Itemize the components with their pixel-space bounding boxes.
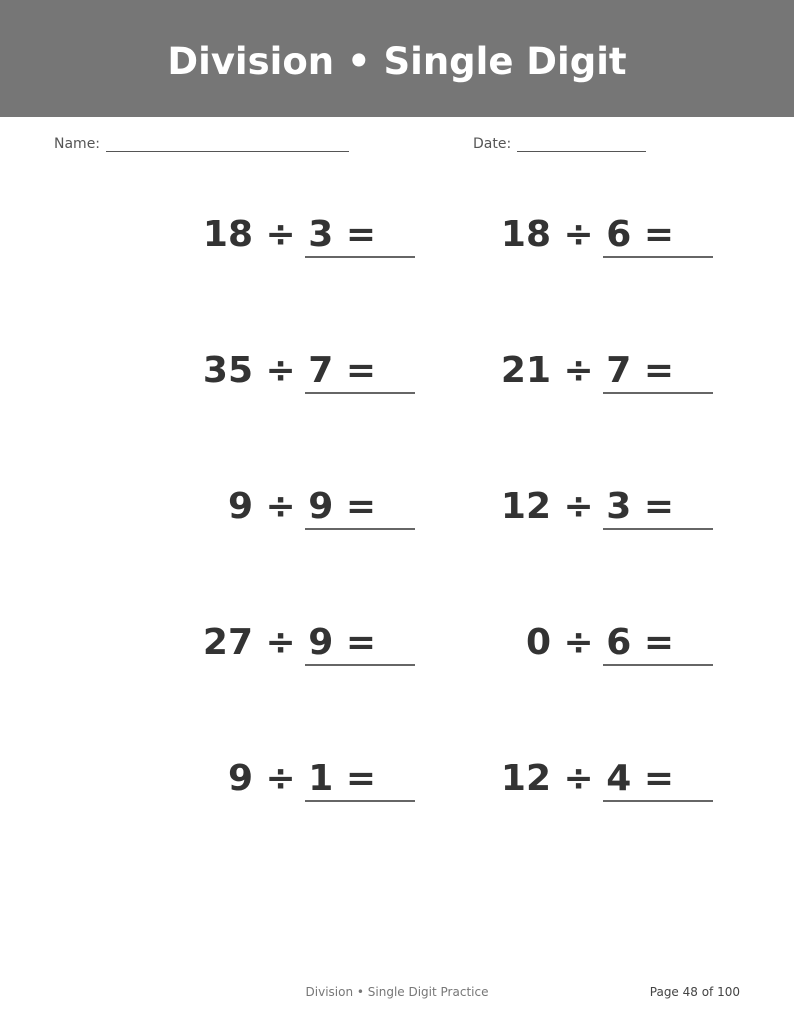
date-line bbox=[517, 151, 646, 152]
answer-line bbox=[603, 664, 713, 666]
problem-expression: 35 ÷ 7 = bbox=[202, 350, 376, 391]
problem-8 bbox=[460, 609, 760, 669]
problem-3 bbox=[162, 337, 462, 397]
problem-4 bbox=[460, 337, 760, 397]
problem-7 bbox=[162, 609, 462, 669]
problem-2 bbox=[460, 201, 760, 261]
name-label: Name: bbox=[54, 136, 101, 152]
answer-line bbox=[305, 664, 415, 666]
answer-line bbox=[603, 528, 713, 530]
footer-title: Division • Single Digit Practice bbox=[305, 985, 489, 999]
answer-line bbox=[603, 392, 713, 394]
problem-expression: 27 ÷ 9 = bbox=[202, 622, 376, 663]
problem-expression: 12 ÷ 3 = bbox=[500, 486, 674, 527]
date-label: Date: bbox=[473, 136, 512, 152]
problem-6 bbox=[460, 473, 760, 533]
answer-line bbox=[305, 392, 415, 394]
name-line bbox=[106, 151, 349, 152]
problem-5 bbox=[162, 473, 462, 533]
problem-9 bbox=[162, 745, 462, 805]
answer-line bbox=[603, 256, 713, 258]
problem-1 bbox=[162, 201, 462, 261]
problem-expression: 18 ÷ 3 = bbox=[202, 214, 376, 255]
problem-expression: 0 ÷ 6 = bbox=[525, 622, 674, 663]
header-band bbox=[0, 0, 794, 117]
problem-expression: 21 ÷ 7 = bbox=[500, 350, 674, 391]
answer-line bbox=[603, 800, 713, 802]
problem-expression: 9 ÷ 1 = bbox=[227, 758, 376, 799]
answer-line bbox=[305, 528, 415, 530]
answer-line bbox=[305, 256, 415, 258]
page-title: Division • Single Digit bbox=[167, 40, 627, 83]
problem-expression: 9 ÷ 9 = bbox=[227, 486, 376, 527]
page-number: Page 48 of 100 bbox=[649, 985, 740, 999]
problem-expression: 12 ÷ 4 = bbox=[500, 758, 674, 799]
answer-line bbox=[305, 800, 415, 802]
problem-10 bbox=[460, 745, 760, 805]
problem-expression: 18 ÷ 6 = bbox=[500, 214, 674, 255]
